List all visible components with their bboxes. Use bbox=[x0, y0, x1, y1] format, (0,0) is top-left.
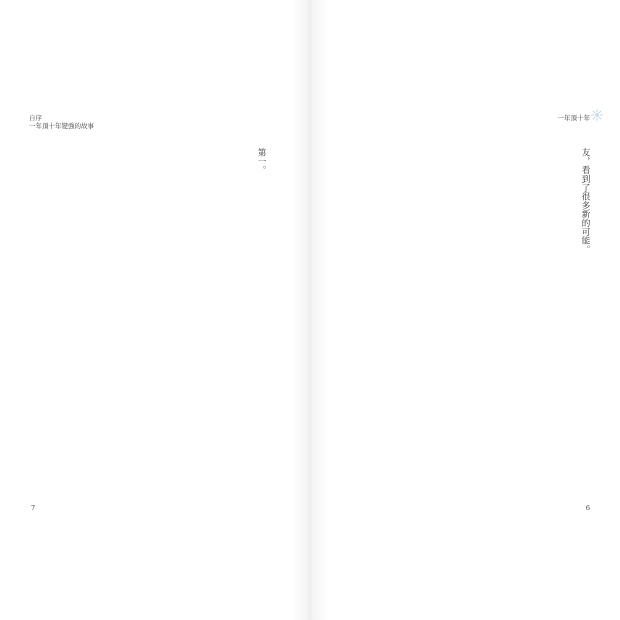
page-number: 7 bbox=[31, 504, 36, 512]
running-title: 一年頂十年 bbox=[557, 114, 590, 122]
sunburst-icon bbox=[591, 109, 603, 121]
chapter-title: 一年頂十年變強的故事 bbox=[29, 122, 94, 130]
page-number: 6 bbox=[585, 504, 590, 512]
left-page-body bbox=[29, 148, 270, 488]
left-page-header bbox=[29, 114, 94, 130]
right-page-body bbox=[341, 148, 594, 488]
text-column: 第一。 bbox=[256, 148, 266, 175]
right-page bbox=[310, 0, 620, 620]
text-column: 友，看到了很多新的可能。 bbox=[580, 148, 590, 254]
section-label: 自序 bbox=[29, 114, 42, 122]
